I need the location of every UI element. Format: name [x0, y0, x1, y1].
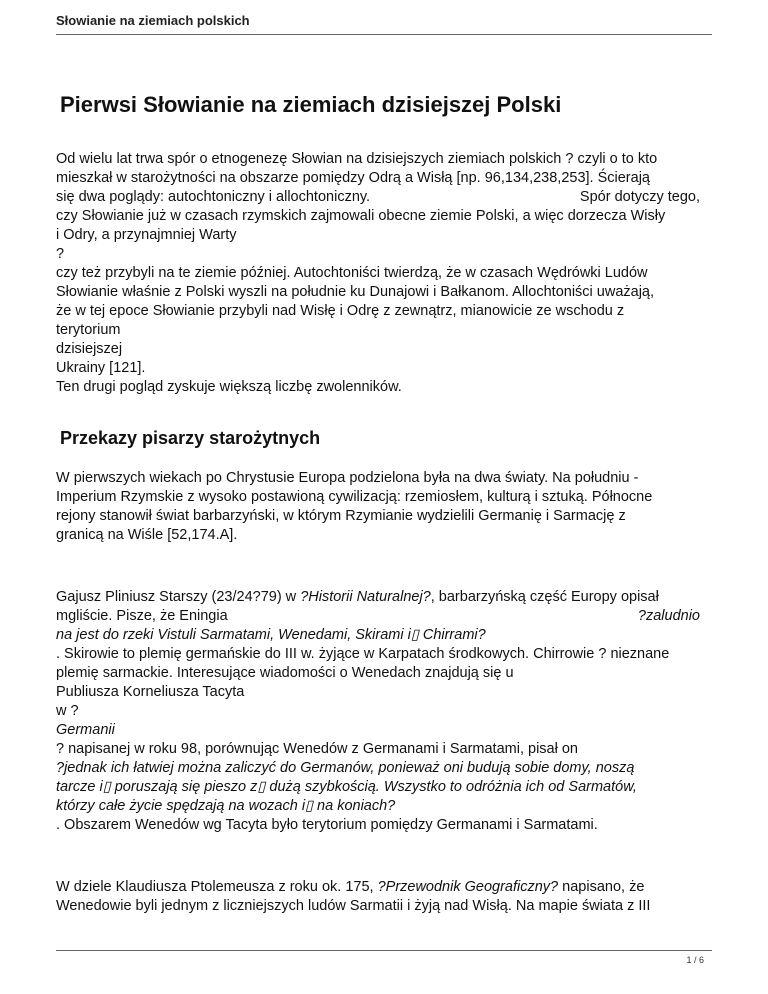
- text-line: Ten drugi pogląd zyskuje większą liczbę zwolenników.: [56, 379, 402, 395]
- text-line: i Odry, a przynajmniej Warty: [56, 227, 237, 243]
- text-line: Słowianie właśnie z Polski wyszli na południe ku Dunajowi i Bałkanom. Allochtoniści uważają,: [56, 284, 655, 300]
- text-line: dzisiejszej: [56, 341, 123, 357]
- quote-italic: którzy całe życie spędzają na wozach i▯ na koniach?: [56, 798, 396, 814]
- text-line: Ukrainy [121].: [56, 360, 146, 376]
- book-title-italic: Germanii: [56, 722, 115, 738]
- footer-rule: [56, 950, 712, 951]
- text-line: [56, 589, 659, 606]
- text-line: czy też przybyli na te ziemie później. Autochtoniści twierdzą, że w czasach Wędrówki Ludów: [56, 265, 648, 281]
- page-title: Pierwsi Słowianie na ziemiach dzisiejszej Polski: [60, 92, 562, 117]
- page-number: 1 / 6: [686, 955, 704, 965]
- text-line: Spór dotyczy tego,: [579, 189, 700, 205]
- book-title-italic: ?Historii Naturalnej?: [300, 589, 431, 605]
- text-line: się dwa poglądy: autochtoniczny i allochtoniczny.: [56, 189, 371, 205]
- text-run: , barbarzyńską część Europy opisał: [430, 589, 659, 605]
- text-line: terytorium: [56, 322, 121, 338]
- text-line: że w tej epoce Słowianie przybyli nad Wisłę i Odrę z zewnątrz, mianowicie ze wschodu z: [56, 303, 625, 319]
- header-rule: [56, 34, 712, 35]
- text-line: plemię sarmackie. Interesujące wiadomości o Wenedach znajdują się u: [56, 665, 514, 681]
- text-line: rejony stanowił świat barbarzyński, w którym Rzymianie wydzielili Germanię i Sarmację z: [56, 508, 626, 524]
- text-line: . Skirowie to plemię germańskie do III w. żyjące w Karpatach środkowych. Chirrowie ? nieznane: [56, 646, 670, 662]
- text-line: Imperium Rzymskie z wysoko postawioną cywilizacją: rzemiosłem, kulturą i sztuką. Północne: [56, 489, 653, 505]
- text-line: w ?: [56, 703, 79, 719]
- text-line: mgliście. Pisze, że Eningia: [56, 608, 228, 624]
- quote-italic: ?jednak ich łatwiej można zaliczyć do Germanów, ponieważ oni budują sobie domy, noszą: [56, 760, 635, 776]
- section-heading: Przekazy pisarzy starożytnych: [60, 428, 321, 448]
- text-line: granicą na Wiśle [52,174.A].: [56, 527, 238, 543]
- quote-italic: na jest do rzeki Vistuli Sarmatami, Wenedami, Skirami i▯ Chirrami?: [56, 627, 486, 643]
- text-run: Gajusz Pliniusz Starszy (23/24?79) w: [56, 589, 301, 605]
- text-run: W dziele Klaudiusza Ptolemeusza z roku ok. 175,: [56, 879, 378, 895]
- text-line: Publiusza Korneliusza Tacyta: [56, 684, 245, 700]
- text-line: ?: [56, 246, 65, 262]
- text-line: mieszkał w starożytności na obszarze pomiędzy Odrą a Wisłą [np. 96,134,238,253]. Ścierają: [56, 170, 650, 186]
- quote-italic: ?zaludnio: [637, 608, 700, 624]
- running-header: Słowianie na ziemiach polskich: [56, 13, 250, 28]
- text-line: ? napisanej w roku 98, porównując Wenedów z Germanami i Sarmatami, pisał on: [56, 741, 578, 757]
- text-line: Wenedowie byli jednym z liczniejszych ludów Sarmatii i żyją nad Wisłą. Na mapie świata z III: [56, 898, 651, 914]
- text-line: [56, 879, 644, 896]
- text-line: Od wielu lat trwa spór o etnogenezę Słowian na dzisiejszych ziemiach polskich ? czyli o to kto: [56, 151, 658, 167]
- book-title-italic: ?Przewodnik Geograficzny?: [377, 879, 559, 895]
- text-line: . Obszarem Wenedów wg Tacyta było terytorium pomiędzy Germanami i Sarmatami.: [56, 817, 598, 833]
- text-line: W pierwszych wiekach po Chrystusie Europa podzielona była na dwa światy. Na południu -: [56, 470, 639, 486]
- text-run: napisano, że: [558, 879, 645, 895]
- text-line: czy Słowianie już w czasach rzymskich zajmowali obecne ziemie Polski, a więc dorzecza Wisły: [56, 208, 666, 224]
- quote-italic: tarcze i▯ poruszają się pieszo z▯ dużą szybkością. Wszystko to odróżnia ich od Sarmatów,: [56, 779, 637, 795]
